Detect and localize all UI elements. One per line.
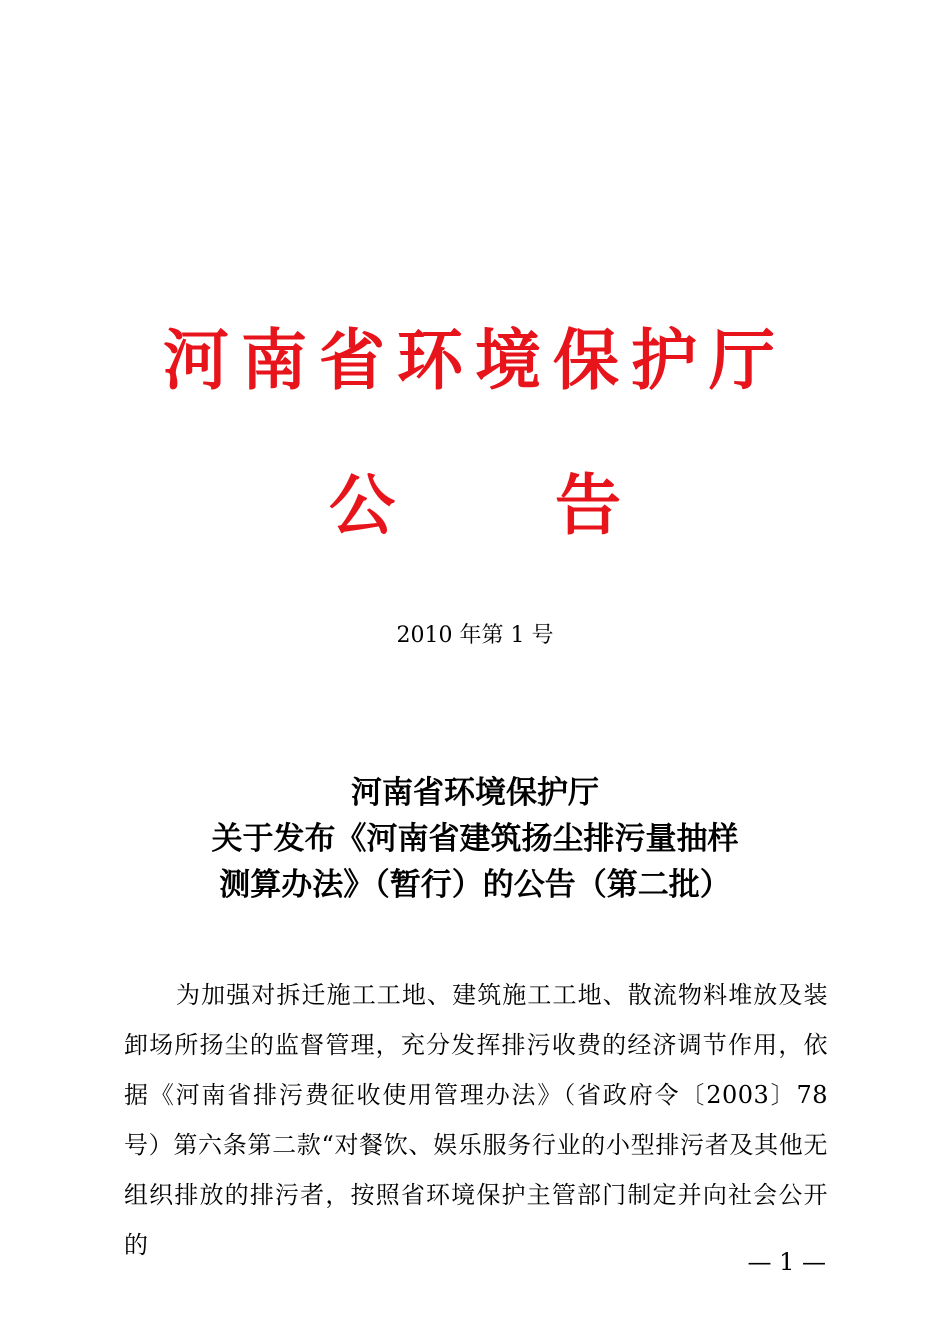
document-title xyxy=(0,770,950,908)
agency-name-heading: 河南省环境保护厅 xyxy=(163,321,787,399)
page-number: — 1 — xyxy=(747,1248,826,1276)
title-line-3: 测算办法》（暂行）的公告（第二批） xyxy=(219,867,731,903)
title-line-1: 河南省环境保护厅 xyxy=(351,775,599,811)
document-kind-heading xyxy=(0,465,950,545)
body-paragraph: 为加强对拆迁施工工地、建筑施工工地、散流物料堆放及装卸场所扬尘的监督管理，充分发挥排污收费的经济调节作用，依据《河南省排污费征收使用管理办法》（省政府令〔2003〕78 号）第六条第二款“对餐饮、娱乐服务行业的小型排污者及其他无组织排放的排污者，按照省环境保护主管部门制定并向社会公开的 xyxy=(124,981,828,1259)
document-number: 2010 年第 1 号 xyxy=(396,623,554,648)
document-kind-right-char: 告 xyxy=(555,466,621,544)
document-kind-left-char: 公 xyxy=(329,466,395,544)
title-line-2: 关于发布《河南省建筑扬尘排污量抽样 xyxy=(211,821,739,857)
